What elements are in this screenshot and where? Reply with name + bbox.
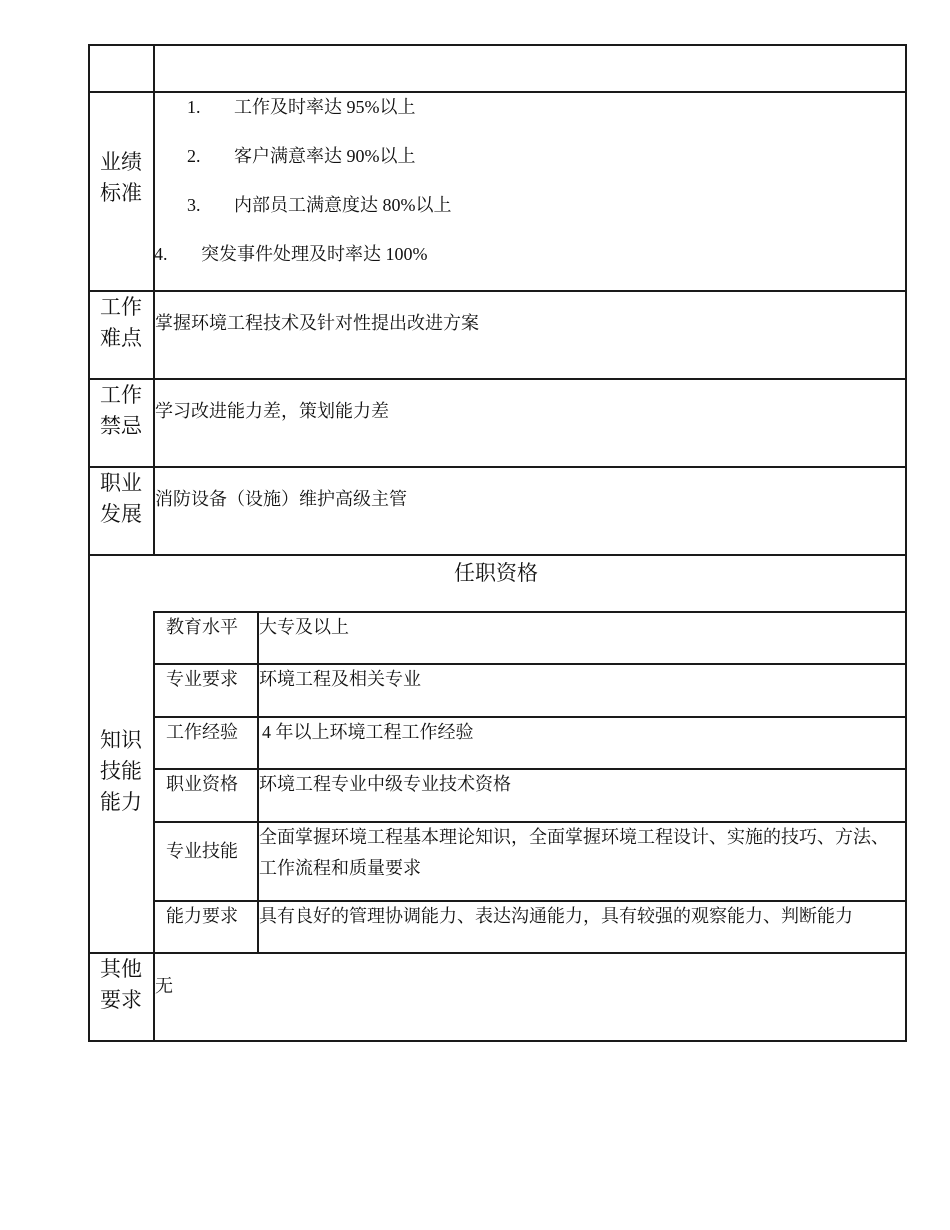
other-label: 其他 要求 bbox=[100, 957, 142, 1012]
difficulty-label: 工作 难点 bbox=[100, 295, 142, 350]
other-value: 无 bbox=[155, 976, 173, 996]
performance-item-num: 3. bbox=[187, 195, 201, 215]
qualification-row-value: 大专及以上 bbox=[259, 617, 349, 637]
qualification-row-value: 具有良好的管理协调能力、表达沟通能力，具有较强的观察能力、判断能力 bbox=[259, 906, 853, 926]
qualification-row-label: 职业资格 bbox=[166, 774, 238, 794]
qualification-row-value: 环境工程专业中级专业技术资格 bbox=[259, 774, 511, 794]
prohibition-label: 工作 禁忌 bbox=[100, 383, 142, 438]
qualification-row-value: 4 年以上环境工程工作经验 bbox=[262, 722, 474, 742]
row-divider bbox=[88, 91, 907, 93]
subrow-divider bbox=[154, 716, 907, 718]
subrow-divider bbox=[154, 768, 907, 770]
row-divider bbox=[88, 466, 907, 468]
performance-item-text: 工作及时率达 95%以上 bbox=[234, 97, 416, 117]
qualification-row-label: 能力要求 bbox=[166, 906, 238, 926]
difficulty-value: 掌握环境工程技术及针对性提出改进方案 bbox=[155, 313, 479, 333]
row-divider bbox=[88, 952, 907, 954]
prohibition-value: 学习改进能力差，策划能力差 bbox=[155, 401, 389, 421]
qualification-row-label: 专业技能 bbox=[166, 841, 238, 861]
qualification-row-label: 教育水平 bbox=[166, 617, 238, 637]
label-column-divider bbox=[153, 44, 155, 556]
performance-item-text: 突发事件处理及时率达 100% bbox=[201, 244, 428, 264]
qualification-row-value: 环境工程及相关专业 bbox=[259, 669, 421, 689]
table-border-right bbox=[905, 44, 907, 1042]
job-description-table bbox=[88, 44, 907, 1042]
subrow-divider bbox=[154, 663, 907, 665]
row-divider bbox=[88, 554, 907, 556]
row-divider bbox=[88, 378, 907, 380]
performance-item-num: 2. bbox=[187, 146, 201, 166]
qualification-title: 任职资格 bbox=[454, 561, 538, 585]
performance-item-num: 4. bbox=[154, 244, 168, 264]
performance-item-num: 1. bbox=[187, 97, 201, 117]
performance-label: 业绩 标准 bbox=[100, 150, 142, 205]
row-divider bbox=[88, 290, 907, 292]
career-value: 消防设备（设施）维护高级主管 bbox=[155, 489, 407, 509]
subrow-divider bbox=[154, 900, 907, 902]
qualification-row-label: 工作经验 bbox=[166, 722, 238, 742]
qualification-row-value: 全面掌握环境工程基本理论知识，全面掌握环境工程设计、实施的技巧、方法、工作流程和质量要求 bbox=[259, 827, 889, 878]
table-border-bottom bbox=[88, 1040, 907, 1042]
performance-item-text: 内部员工满意度达 80%以上 bbox=[234, 195, 452, 215]
qualification-row-label: 专业要求 bbox=[166, 669, 238, 689]
performance-item-text: 客户满意率达 90%以上 bbox=[234, 146, 416, 166]
career-label: 职业 发展 bbox=[100, 471, 142, 526]
qualification-group-label: 知识 技能 能力 bbox=[100, 728, 142, 814]
table-border-top bbox=[88, 44, 907, 46]
row-divider bbox=[154, 611, 907, 613]
table-border-left bbox=[88, 44, 90, 1042]
